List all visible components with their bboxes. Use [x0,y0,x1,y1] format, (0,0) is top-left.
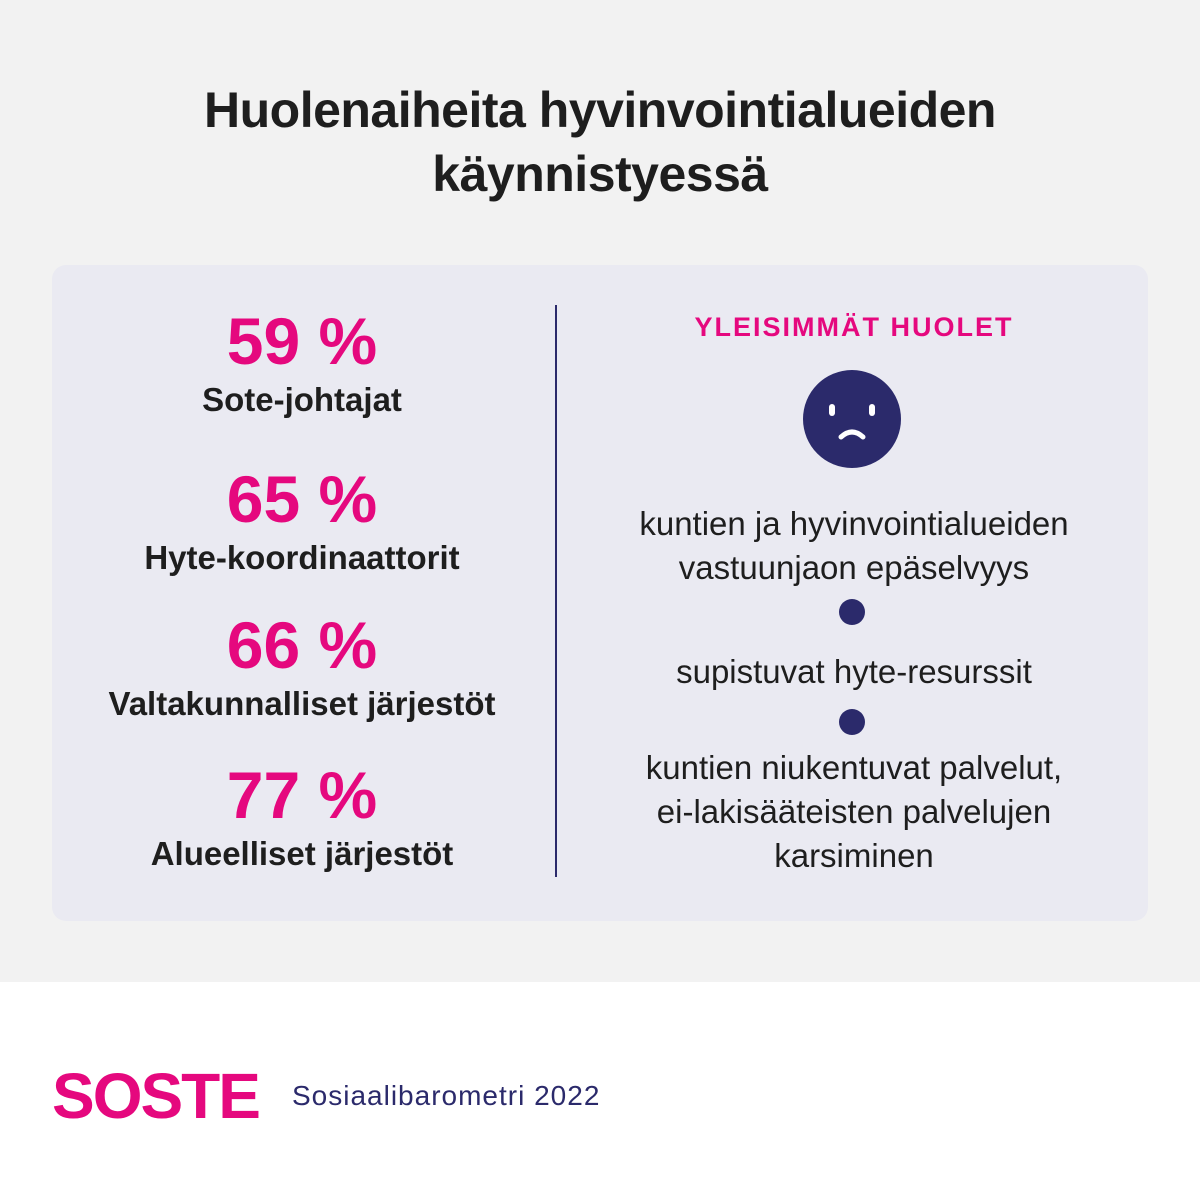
bullet-dot [839,709,865,735]
title-line-1: Huolenaiheita hyvinvointialueiden [204,82,996,138]
stat-valtakunnalliset-jarjestot [52,608,552,724]
page-title [0,78,1200,206]
concern-line: karsiminen [774,837,934,874]
concern-item [560,502,1148,590]
soste-logo: SOSTE [52,1060,259,1132]
stat-hyte-koordinaattorit [52,462,552,578]
concern-line: vastuunjaon epäselvyys [678,549,1030,586]
stat-label: Alueelliset järjestöt [150,835,454,872]
stat-value: 66 % [226,608,378,682]
stat-label: Sote-johtajat [202,381,402,418]
concern-line: kuntien ja hyvinvointialueiden [639,505,1069,542]
concern-item [560,650,1148,694]
concern-line: kuntien niukentuvat palvelut, [645,749,1063,786]
bullet-dot [839,599,865,625]
stat-value: 77 % [226,758,378,832]
source-label: Sosiaalibarometri 2022 [292,1080,601,1111]
concern-line: supistuvat hyte-resurssit [676,653,1032,690]
stat-sote-johtajat [52,304,552,420]
sad-face-icon [803,370,901,468]
stat-value: 65 % [226,462,378,536]
title-line-2: käynnistyessä [432,146,768,202]
panel-divider [555,305,557,877]
concerns-heading: YLEISIMMÄT HUOLET [694,312,1014,342]
stat-alueelliset-jarjestot [52,758,552,874]
stat-label: Valtakunnalliset järjestöt [108,685,496,722]
concern-item [560,746,1148,878]
stat-label: Hyte-koordinaattorit [144,539,460,576]
concern-line: ei-lakisääteisten palvelujen [656,793,1052,830]
stat-value: 59 % [226,304,378,378]
